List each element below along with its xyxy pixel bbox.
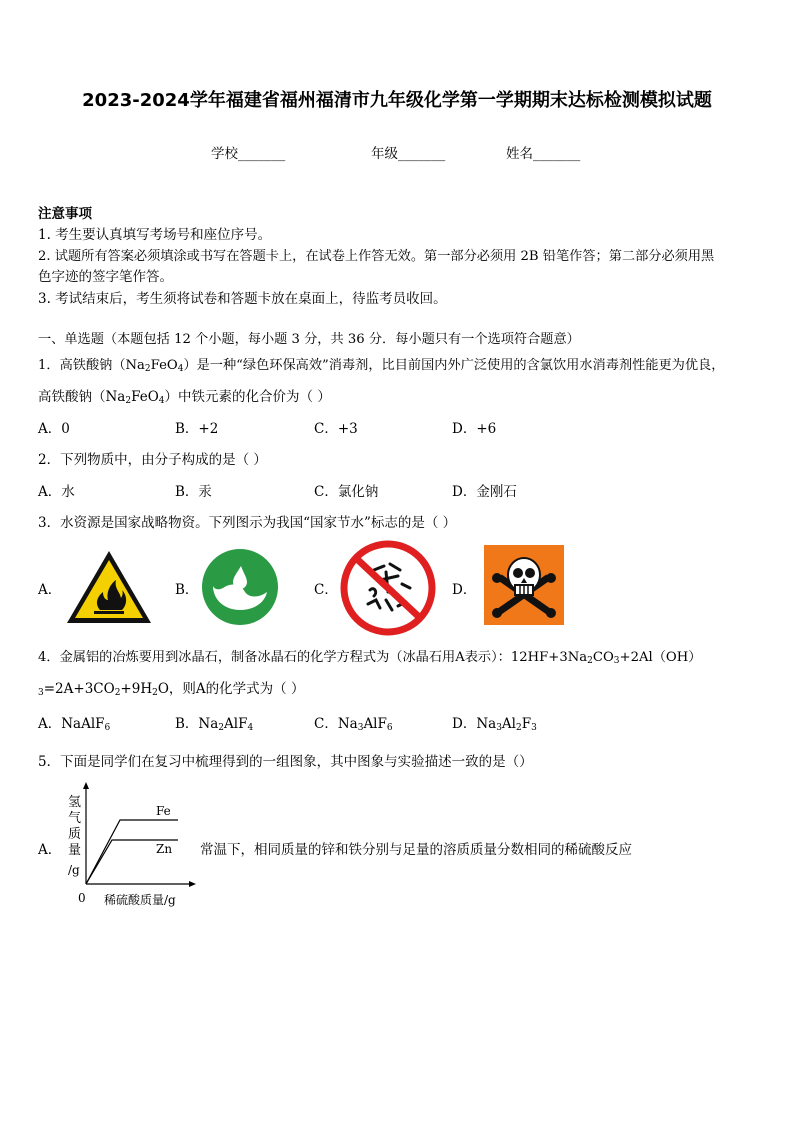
q1-option-d[interactable]: D．+6	[452, 421, 497, 437]
toxic-skull-icon	[484, 545, 564, 625]
no-logging-icon	[340, 540, 436, 636]
flammable-warning-icon	[64, 548, 154, 626]
graph-origin: 0	[78, 891, 86, 905]
graph-ylabel-2: 气	[68, 811, 82, 826]
section-heading: 一、单选题（本题包括 12 个小题，每小题 3 分，共 36 分．每小题只有一个选项符合题意）	[38, 332, 580, 347]
note-1: 1. 考生要认真填写考场号和座位序号。	[38, 227, 272, 243]
q4-stem-line1: 4．金属铝的冶炼要用到冰晶石，制备冰晶石的化学方程式为（冰晶石用A表示）：$12HF+3Na_2CO_3+2Al(OH)$	[38, 650, 702, 666]
graph-fe-label: Fe	[156, 804, 171, 818]
grade-field[interactable]: 年级_______	[371, 146, 446, 162]
graph-ylabel-4: 量	[68, 843, 82, 858]
q2-stem: 2．下列物质中，由分子构成的是（ ）	[38, 452, 267, 468]
q3-option-c[interactable]: C．	[314, 582, 338, 598]
q3-option-a[interactable]: A．	[38, 582, 62, 598]
note-2-line1: 2. 试题所有答案必须填涂或书写在答题卡上，在试卷上作答无效。第一部分必须用 2B 铅笔作答；第二部分必须用黑	[38, 249, 715, 264]
q4-option-d[interactable]: D．$Na_3Al_2F_3$	[452, 716, 537, 733]
graph-y-arrow	[83, 782, 89, 789]
q4-option-c[interactable]: C．$Na_3AlF_6$	[314, 716, 393, 733]
q5-option-a-desc: 常温下，相同质量的锌和铁分别与足量的溶质质量分数相同的稀硫酸反应	[200, 842, 632, 858]
q1-option-c[interactable]: C．+3	[314, 421, 358, 437]
q1-option-a[interactable]: A．0	[38, 421, 70, 437]
graph-xlabel: 稀硫酸质量/g	[104, 893, 176, 907]
graph-ylabel-5: /g	[68, 863, 80, 877]
graph-ylabel-1: 氢	[68, 795, 82, 810]
page-title: 2023-2024学年福建省福州福清市九年级化学第一学期期末达标检测模拟试题	[82, 90, 712, 111]
q3-option-b[interactable]: B．	[175, 582, 199, 598]
q3-option-d[interactable]: D．	[452, 582, 477, 598]
graph-ylabel-3: 质	[68, 827, 82, 842]
q2-option-b[interactable]: B．汞	[175, 484, 212, 500]
note-3: 3. 考试结束后，考生须将试卷和答题卡放在桌面上，待监考员收回。	[38, 291, 447, 307]
graph-x-arrow	[189, 881, 196, 887]
q2-option-a[interactable]: A．水	[38, 484, 75, 500]
q3-stem: 3．水资源是国家战略物资。下列图示为我国“国家节水”标志的是（ ）	[38, 515, 457, 531]
q4-option-a[interactable]: A．NaAlF$_6$	[38, 716, 111, 733]
q1-stem-line2: 高铁酸钠$(Na_2FeO_4)$中铁元素的化合价为（ ）	[38, 389, 331, 406]
q5-stem: 5．下面是同学们在复习中梳理得到的一组图象，其中图象与实验描述一致的是（）	[38, 754, 533, 770]
school-field[interactable]: 学校_______	[211, 146, 286, 162]
note-2-line2: 色字迹的签字笔作答。	[38, 269, 173, 285]
graph-zn-label: Zn	[156, 842, 173, 856]
q1-option-b[interactable]: B．+2	[175, 421, 219, 437]
q4-stem-line2: $_3=2A+3CO_2+9H_2O$，则A的化学式为（ ）	[38, 681, 305, 698]
notes-heading: 注意事项	[38, 206, 92, 222]
q5-option-a[interactable]: A．	[38, 842, 62, 858]
q1-stem-line1: 1．高铁酸钠$(Na_2FeO_4)$是一种“绿色环保高效”消毒剂，比目前国内外广泛使用的含氯饮用水消毒剂性能更为优良，	[38, 358, 725, 374]
name-field[interactable]: 姓名_______	[506, 146, 581, 162]
q2-option-c[interactable]: C．氯化钠	[314, 484, 379, 500]
q4-option-b[interactable]: B．$Na_2AlF_4$	[175, 716, 254, 733]
q2-option-d[interactable]: D．金刚石	[452, 484, 517, 500]
hydrogen-mass-graph	[60, 782, 205, 912]
water-saving-icon	[201, 548, 279, 626]
